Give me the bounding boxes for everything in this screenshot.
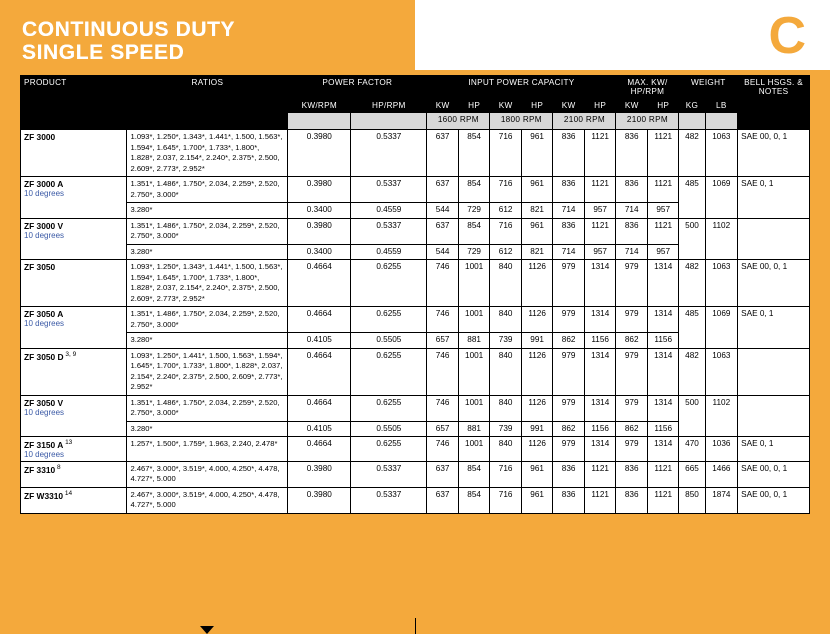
cell-hp-1600: 1001 bbox=[458, 395, 490, 421]
cell-hp-1600: 1001 bbox=[458, 260, 490, 307]
cell-hp-rpm: 0.5505 bbox=[351, 333, 427, 349]
cell-ratios: 3.280* bbox=[127, 203, 288, 219]
cell-kw-max: 979 bbox=[616, 348, 648, 395]
cell-ratios: 1.351*, 1.486*, 1.750*, 2.034, 2.259*, 2.520, 2.750*, 3.000* bbox=[127, 395, 288, 421]
page-header bbox=[0, 0, 830, 70]
product-name: ZF 3000 V bbox=[24, 220, 64, 231]
cell-hp-2100: 1314 bbox=[584, 395, 616, 421]
cell-hp-1600: 854 bbox=[458, 177, 490, 203]
table-row bbox=[21, 461, 810, 487]
cell-weight-lb: 1102 bbox=[705, 395, 738, 437]
rpm-blank-lb bbox=[705, 113, 738, 130]
cell-hp-1600: 881 bbox=[458, 333, 490, 349]
cell-kw-rpm: 0.4664 bbox=[288, 260, 351, 307]
col-header-kg: KG bbox=[679, 99, 705, 113]
page-title-line2: SINGLE SPEED bbox=[22, 41, 185, 64]
cell-bell-hsgs-notes: SAE 00, 0, 1 bbox=[738, 461, 810, 487]
cell-kw-1800: 840 bbox=[490, 307, 522, 333]
cell-hp-1800: 991 bbox=[521, 421, 553, 437]
cell-kw-2100: 714 bbox=[553, 203, 585, 219]
cell-product bbox=[21, 437, 127, 462]
cell-bell-hsgs-notes bbox=[738, 395, 810, 437]
product-name: ZF 3050 A bbox=[24, 309, 64, 319]
col-header-hp-1800: HP bbox=[521, 99, 553, 113]
col-header-kw-1800: KW bbox=[490, 99, 522, 113]
product-name: ZF 3150 A bbox=[24, 439, 64, 450]
cell-ratios: 2.467*, 3.000*, 3.519*, 4.000, 4.250*, 4.478, 4.727*, 5.000 bbox=[127, 487, 288, 513]
cell-hp-rpm: 0.6255 bbox=[351, 348, 427, 395]
cell-bell-hsgs-notes: SAE 00, 0, 1 bbox=[738, 130, 810, 177]
cell-kw-max: 979 bbox=[616, 307, 648, 333]
cell-kw-max: 836 bbox=[616, 218, 648, 244]
table-row bbox=[21, 218, 810, 244]
cell-kw-1600: 544 bbox=[427, 203, 459, 219]
spec-table-container bbox=[20, 75, 810, 514]
cell-hp-1600: 854 bbox=[458, 218, 490, 244]
cell-hp-max: 957 bbox=[647, 244, 679, 260]
cell-kw-2100: 836 bbox=[553, 487, 585, 513]
cell-hp-rpm: 0.5337 bbox=[351, 487, 427, 513]
spec-table-head bbox=[21, 76, 810, 130]
cell-hp-2100: 1314 bbox=[584, 437, 616, 462]
cell-bell-hsgs-notes: SAE 0, 1 bbox=[738, 177, 810, 219]
col-header-hp-1600: HP bbox=[458, 99, 490, 113]
cell-kw-2100: 979 bbox=[553, 348, 585, 395]
table-row bbox=[21, 130, 810, 177]
cell-hp-1800: 961 bbox=[521, 461, 553, 487]
spec-table-body bbox=[21, 130, 810, 514]
cell-product bbox=[21, 307, 127, 349]
cell-weight-kg: 500 bbox=[679, 218, 705, 260]
cell-hp-2100: 1156 bbox=[584, 421, 616, 437]
cell-kw-max: 862 bbox=[616, 333, 648, 349]
cell-hp-max: 1121 bbox=[647, 487, 679, 513]
cell-hp-1600: 729 bbox=[458, 203, 490, 219]
table-row bbox=[21, 437, 810, 462]
product-degrees: 10 degrees bbox=[24, 319, 65, 328]
cell-kw-rpm: 0.4105 bbox=[288, 421, 351, 437]
cell-ratios: 1.257*, 1.500*, 1.759*, 1.963, 2.240, 2.478* bbox=[127, 437, 288, 462]
rpm-blank-kg bbox=[679, 113, 705, 130]
cell-weight-kg: 485 bbox=[679, 307, 705, 349]
cell-hp-2100: 1314 bbox=[584, 260, 616, 307]
table-row bbox=[21, 260, 810, 307]
cell-ratios: 2.467*, 3.000*, 3.519*, 4.000, 4.250*, 4.478, 4.727*, 5.000 bbox=[127, 461, 288, 487]
cell-hp-max: 1314 bbox=[647, 260, 679, 307]
col-header-hp-rpm: HP/RPM bbox=[351, 99, 427, 113]
product-footnote: 8 bbox=[55, 463, 61, 471]
cell-kw-2100: 979 bbox=[553, 260, 585, 307]
cell-kw-1600: 637 bbox=[427, 461, 459, 487]
cell-kw-1800: 716 bbox=[490, 218, 522, 244]
cell-hp-rpm: 0.6255 bbox=[351, 437, 427, 462]
cell-kw-1800: 716 bbox=[490, 130, 522, 177]
cell-hp-1600: 854 bbox=[458, 130, 490, 177]
cell-hp-1800: 961 bbox=[521, 177, 553, 203]
cell-ratios: 1.351*, 1.486*, 1.750*, 2.034, 2.259*, 2.520, 2.750*, 3.000* bbox=[127, 177, 288, 203]
cell-kw-2100: 862 bbox=[553, 333, 585, 349]
product-footnote: 13 bbox=[63, 439, 73, 446]
cell-kw-1800: 739 bbox=[490, 421, 522, 437]
cell-bell-hsgs-notes: SAE 00, 0, 1 bbox=[738, 260, 810, 307]
page-title bbox=[22, 18, 235, 64]
cell-weight-lb: 1063 bbox=[705, 130, 738, 177]
cell-hp-rpm: 0.6255 bbox=[351, 260, 427, 307]
col-header-lb: LB bbox=[705, 99, 738, 113]
col-header-kw-2100: KW bbox=[553, 99, 585, 113]
cell-ratios: 3.280* bbox=[127, 421, 288, 437]
cell-kw-2100: 836 bbox=[553, 177, 585, 203]
rpm-group-max: 2100 RPM bbox=[616, 113, 679, 130]
cell-weight-lb: 1102 bbox=[705, 218, 738, 260]
cell-hp-2100: 957 bbox=[584, 203, 616, 219]
cell-kw-rpm: 0.3400 bbox=[288, 203, 351, 219]
cell-ratios: 3.280* bbox=[127, 333, 288, 349]
cell-kw-max: 714 bbox=[616, 203, 648, 219]
product-degrees: 10 degrees bbox=[24, 449, 65, 459]
rpm-group-1600: 1600 RPM bbox=[427, 113, 490, 130]
spec-table bbox=[20, 75, 810, 514]
cell-hp-max: 1314 bbox=[647, 348, 679, 395]
cell-hp-1600: 854 bbox=[458, 487, 490, 513]
col-header-hp-max: HP bbox=[647, 99, 679, 113]
cell-hp-rpm: 0.5505 bbox=[351, 421, 427, 437]
page-title-line1: CONTINUOUS DUTY bbox=[22, 18, 236, 41]
cell-hp-rpm: 0.4559 bbox=[351, 244, 427, 260]
cell-kw-rpm: 0.4664 bbox=[288, 307, 351, 333]
rpm-group-2100: 2100 RPM bbox=[553, 113, 616, 130]
cell-kw-2100: 979 bbox=[553, 437, 585, 462]
cell-bell-hsgs-notes: SAE 00, 0, 1 bbox=[738, 487, 810, 513]
rpm-blank-kwrpm bbox=[288, 113, 351, 130]
page-down-arrow-left bbox=[200, 626, 214, 634]
cell-bell-hsgs-notes: SAE 0, 1 bbox=[738, 307, 810, 349]
cell-kw-1600: 637 bbox=[427, 130, 459, 177]
cell-hp-rpm: 0.6255 bbox=[351, 307, 427, 333]
cell-kw-1600: 637 bbox=[427, 177, 459, 203]
cell-product bbox=[21, 395, 127, 437]
cell-hp-max: 1314 bbox=[647, 437, 679, 462]
cell-hp-1800: 961 bbox=[521, 218, 553, 244]
cell-weight-lb: 1063 bbox=[705, 260, 738, 307]
cell-kw-1800: 840 bbox=[490, 348, 522, 395]
cell-kw-rpm: 0.4105 bbox=[288, 333, 351, 349]
cell-kw-1800: 840 bbox=[490, 437, 522, 462]
product-name: ZF 3310 bbox=[24, 464, 56, 475]
cell-hp-1800: 961 bbox=[521, 130, 553, 177]
col-header-kw-rpm: KW/RPM bbox=[288, 99, 351, 113]
cell-kw-2100: 836 bbox=[553, 130, 585, 177]
cell-hp-max: 1156 bbox=[647, 421, 679, 437]
cell-kw-1600: 746 bbox=[427, 437, 459, 462]
cell-product bbox=[21, 348, 127, 395]
col-header-hp-2100: HP bbox=[584, 99, 616, 113]
product-degrees: 10 degrees bbox=[24, 230, 65, 240]
cell-hp-2100: 1156 bbox=[584, 333, 616, 349]
rpm-group-1800: 1800 RPM bbox=[490, 113, 553, 130]
cell-hp-max: 1121 bbox=[647, 461, 679, 487]
product-name: ZF 3050 D bbox=[24, 351, 64, 362]
cell-kw-1800: 716 bbox=[490, 461, 522, 487]
cell-kw-rpm: 0.4664 bbox=[288, 348, 351, 395]
cell-kw-1800: 739 bbox=[490, 333, 522, 349]
cell-kw-max: 862 bbox=[616, 421, 648, 437]
cell-kw-max: 979 bbox=[616, 395, 648, 421]
cell-weight-kg: 482 bbox=[679, 130, 705, 177]
cell-product bbox=[21, 260, 127, 307]
rpm-blank-hprpm bbox=[351, 113, 427, 130]
cell-ratios: 1.093*, 1.250*, 1.343*, 1.441*, 1.500, 1.563*, 1.594*, 1.645*, 1.700*, 1.733*, 1.800*, 1.828*, 2.037, 2.154*, 2.240*, 2.375*, 2.500, 2.609*, 2.773*, 2.952* bbox=[127, 260, 288, 307]
cell-hp-1800: 1126 bbox=[521, 260, 553, 307]
cell-hp-max: 1121 bbox=[647, 218, 679, 244]
cell-ratios: 1.351*, 1.486*, 1.750*, 2.034, 2.259*, 2.520, 2.750*, 3.000* bbox=[127, 307, 288, 333]
cell-hp-1800: 991 bbox=[521, 333, 553, 349]
cell-kw-max: 836 bbox=[616, 130, 648, 177]
cell-hp-rpm: 0.5337 bbox=[351, 177, 427, 203]
cell-kw-rpm: 0.3980 bbox=[288, 218, 351, 244]
product-name: ZF 3000 A bbox=[24, 179, 64, 189]
bottom-divider bbox=[415, 618, 416, 634]
cell-kw-rpm: 0.3400 bbox=[288, 244, 351, 260]
cell-kw-max: 979 bbox=[616, 260, 648, 307]
cell-hp-rpm: 0.4559 bbox=[351, 203, 427, 219]
cell-hp-1800: 961 bbox=[521, 487, 553, 513]
cell-hp-max: 1314 bbox=[647, 395, 679, 421]
header-row-1 bbox=[21, 76, 810, 99]
cell-kw-max: 714 bbox=[616, 244, 648, 260]
cell-product bbox=[21, 461, 127, 487]
product-name: ZF 3050 V bbox=[24, 397, 64, 408]
cell-bell-hsgs-notes bbox=[738, 218, 810, 260]
cell-ratios: 1.093*, 1.250*, 1.441*, 1.500, 1.563*, 1.594*, 1.645*, 1.700*, 1.733*, 1.800*, 1.828*, 2.037, 2.154*, 2.240*, 2.375*, 2.500, 2.609*, 2.773*, 2.952* bbox=[127, 348, 288, 395]
product-name: ZF 3000 bbox=[24, 132, 56, 142]
cell-hp-1800: 1126 bbox=[521, 395, 553, 421]
cell-hp-1800: 821 bbox=[521, 203, 553, 219]
product-degrees: 10 degrees bbox=[24, 407, 65, 417]
col-header-product: PRODUCT bbox=[21, 76, 127, 130]
table-row bbox=[21, 348, 810, 395]
product-footnote: 3, 9 bbox=[63, 350, 77, 358]
product-name: ZF 3050 bbox=[24, 262, 56, 272]
cell-weight-lb: 1036 bbox=[705, 437, 738, 462]
col-header-weight: WEIGHT bbox=[679, 76, 738, 99]
cell-kw-2100: 836 bbox=[553, 218, 585, 244]
section-tab-letter: C bbox=[768, 7, 806, 65]
cell-weight-kg: 665 bbox=[679, 461, 705, 487]
cell-kw-1600: 746 bbox=[427, 260, 459, 307]
product-footnote: 14 bbox=[63, 489, 73, 497]
cell-kw-1800: 612 bbox=[490, 203, 522, 219]
cell-hp-2100: 1314 bbox=[584, 307, 616, 333]
cell-kw-1600: 746 bbox=[427, 395, 459, 421]
cell-weight-lb: 1069 bbox=[705, 177, 738, 219]
cell-kw-1600: 637 bbox=[427, 487, 459, 513]
cell-hp-rpm: 0.5337 bbox=[351, 130, 427, 177]
cell-kw-2100: 714 bbox=[553, 244, 585, 260]
cell-kw-1600: 746 bbox=[427, 307, 459, 333]
cell-kw-2100: 979 bbox=[553, 395, 585, 421]
cell-hp-1600: 881 bbox=[458, 421, 490, 437]
cell-kw-1800: 612 bbox=[490, 244, 522, 260]
page-down-arrow-right bbox=[600, 626, 614, 634]
cell-hp-max: 1156 bbox=[647, 333, 679, 349]
cell-weight-kg: 482 bbox=[679, 260, 705, 307]
cell-hp-1600: 1001 bbox=[458, 348, 490, 395]
cell-kw-2100: 836 bbox=[553, 461, 585, 487]
cell-kw-1600: 657 bbox=[427, 333, 459, 349]
cell-hp-1600: 729 bbox=[458, 244, 490, 260]
cell-product bbox=[21, 177, 127, 219]
col-header-bell-hsgs-notes: BELL HSGS. & NOTES bbox=[738, 76, 810, 130]
col-header-kw-max: KW bbox=[616, 99, 648, 113]
cell-weight-lb: 1069 bbox=[705, 307, 738, 349]
cell-hp-max: 1314 bbox=[647, 307, 679, 333]
cell-kw-1600: 657 bbox=[427, 421, 459, 437]
cell-weight-kg: 850 bbox=[679, 487, 705, 513]
cell-hp-1800: 1126 bbox=[521, 437, 553, 462]
cell-kw-max: 836 bbox=[616, 461, 648, 487]
product-degrees: 10 degrees bbox=[24, 189, 65, 198]
cell-hp-1600: 1001 bbox=[458, 307, 490, 333]
cell-kw-rpm: 0.3980 bbox=[288, 487, 351, 513]
cell-hp-rpm: 0.5337 bbox=[351, 461, 427, 487]
col-header-kw-1600: KW bbox=[427, 99, 459, 113]
cell-weight-kg: 485 bbox=[679, 177, 705, 219]
cell-hp-rpm: 0.6255 bbox=[351, 395, 427, 421]
cell-bell-hsgs-notes: SAE 0, 1 bbox=[738, 437, 810, 462]
col-header-power-factor: POWER FACTOR bbox=[288, 76, 427, 99]
cell-hp-1600: 854 bbox=[458, 461, 490, 487]
cell-weight-kg: 500 bbox=[679, 395, 705, 437]
cell-kw-rpm: 0.3980 bbox=[288, 461, 351, 487]
cell-hp-2100: 957 bbox=[584, 244, 616, 260]
cell-kw-rpm: 0.3980 bbox=[288, 130, 351, 177]
cell-hp-2100: 1121 bbox=[584, 461, 616, 487]
cell-kw-1800: 840 bbox=[490, 395, 522, 421]
cell-hp-1800: 821 bbox=[521, 244, 553, 260]
product-name: ZF W3310 bbox=[24, 490, 64, 501]
table-row bbox=[21, 177, 810, 203]
cell-hp-2100: 1121 bbox=[584, 177, 616, 203]
table-row bbox=[21, 487, 810, 513]
cell-hp-max: 957 bbox=[647, 203, 679, 219]
cell-ratios: 3.280* bbox=[127, 244, 288, 260]
cell-hp-max: 1121 bbox=[647, 177, 679, 203]
cell-product bbox=[21, 487, 127, 513]
cell-weight-lb: 1063 bbox=[705, 348, 738, 395]
cell-kw-1600: 637 bbox=[427, 218, 459, 244]
cell-kw-1600: 544 bbox=[427, 244, 459, 260]
cell-hp-1800: 1126 bbox=[521, 348, 553, 395]
cell-product bbox=[21, 130, 127, 177]
cell-kw-2100: 862 bbox=[553, 421, 585, 437]
cell-hp-2100: 1121 bbox=[584, 218, 616, 244]
cell-kw-rpm: 0.4664 bbox=[288, 437, 351, 462]
cell-kw-2100: 979 bbox=[553, 307, 585, 333]
col-header-ratios: RATIOS bbox=[127, 76, 288, 130]
cell-hp-2100: 1121 bbox=[584, 487, 616, 513]
cell-weight-kg: 482 bbox=[679, 348, 705, 395]
cell-kw-rpm: 0.4664 bbox=[288, 395, 351, 421]
table-row bbox=[21, 307, 810, 333]
table-row bbox=[21, 395, 810, 421]
cell-kw-max: 979 bbox=[616, 437, 648, 462]
col-header-max-kw-hp-rpm: MAX. KW/ HP/RPM bbox=[616, 76, 679, 99]
cell-kw-1800: 840 bbox=[490, 260, 522, 307]
cell-hp-1800: 1126 bbox=[521, 307, 553, 333]
cell-bell-hsgs-notes bbox=[738, 348, 810, 395]
cell-hp-max: 1121 bbox=[647, 130, 679, 177]
col-header-input-power-capacity: INPUT POWER CAPACITY bbox=[427, 76, 616, 99]
cell-kw-1600: 746 bbox=[427, 348, 459, 395]
cell-kw-max: 836 bbox=[616, 487, 648, 513]
cell-product bbox=[21, 218, 127, 260]
cell-weight-lb: 1874 bbox=[705, 487, 738, 513]
cell-hp-rpm: 0.5337 bbox=[351, 218, 427, 244]
cell-ratios: 1.351*, 1.486*, 1.750*, 2.034, 2.259*, 2.520, 2.750*, 3.000* bbox=[127, 218, 288, 244]
cell-hp-2100: 1314 bbox=[584, 348, 616, 395]
cell-hp-2100: 1121 bbox=[584, 130, 616, 177]
cell-weight-lb: 1466 bbox=[705, 461, 738, 487]
cell-ratios: 1.093*, 1.250*, 1.343*, 1.441*, 1.500, 1.563*, 1.594*, 1.645*, 1.700*, 1.733*, 1.800*, 1.828*, 2.037, 2.154*, 2.240*, 2.375*, 2.500, 2.609*, 2.773*, 2.952* bbox=[127, 130, 288, 177]
cell-hp-1600: 1001 bbox=[458, 437, 490, 462]
cell-kw-1800: 716 bbox=[490, 177, 522, 203]
cell-kw-max: 836 bbox=[616, 177, 648, 203]
cell-kw-rpm: 0.3980 bbox=[288, 177, 351, 203]
cell-weight-kg: 470 bbox=[679, 437, 705, 462]
cell-kw-1800: 716 bbox=[490, 487, 522, 513]
